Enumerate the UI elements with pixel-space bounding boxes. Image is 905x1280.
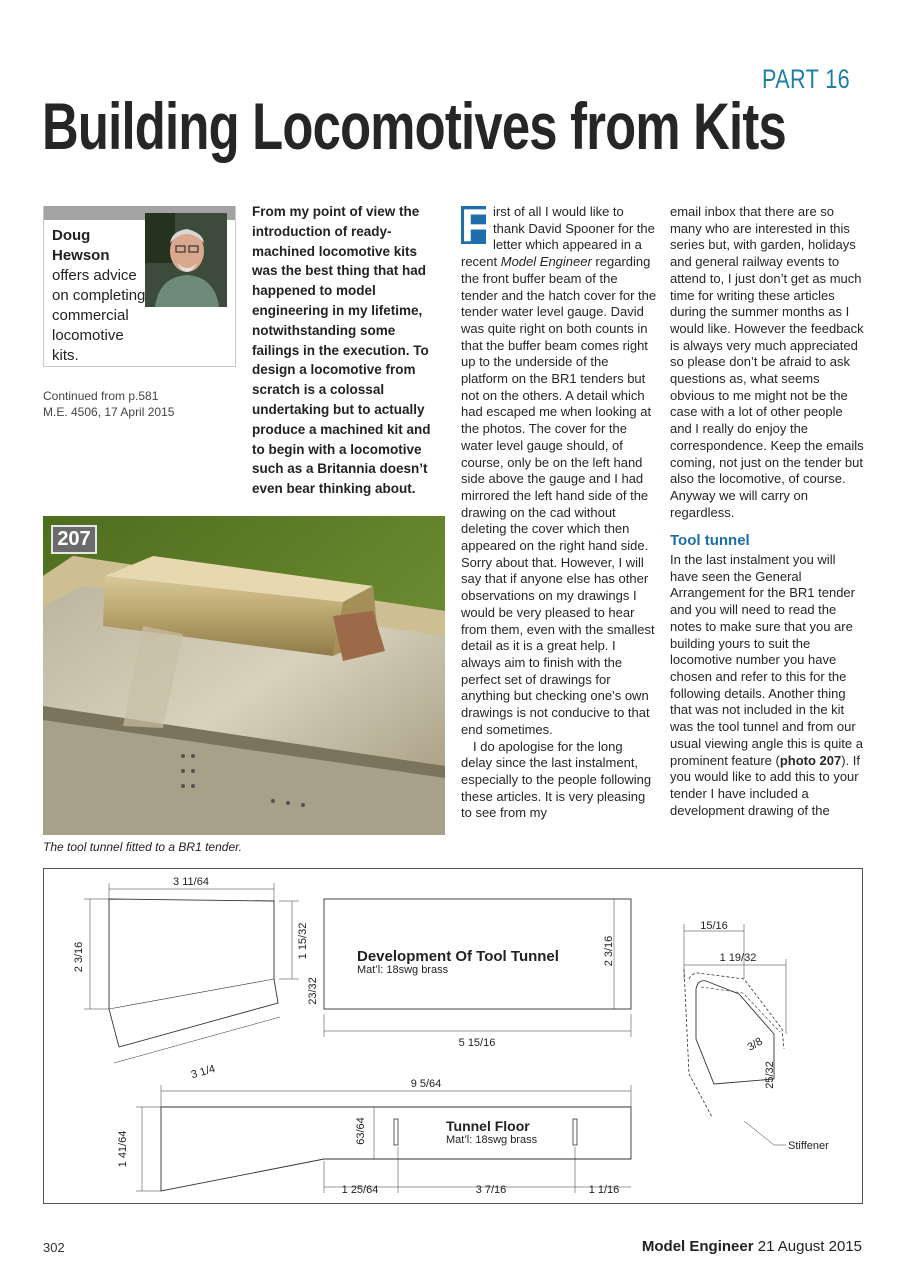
stiffener-label: Stiffener	[788, 1140, 829, 1152]
body-paragraph: I do apologise for the long delay since the last instalment, especially to the people following these articles. It is very pleasing to see from my	[461, 738, 652, 821]
magazine-name: Model Engineer	[641, 1238, 754, 1255]
part-label: PART 16	[761, 64, 850, 94]
author-last-name: Hewson	[52, 247, 110, 264]
dev-title: Development Of Tool Tunnel	[357, 948, 559, 965]
photo-number: 207	[51, 525, 97, 554]
subheading: Tool tunnel	[670, 532, 750, 550]
dim-1-25-64: 1 25/64	[341, 1184, 379, 1196]
article-title: Building Locomotives from Kits	[42, 89, 786, 163]
intro-text: From my point of view the introduction of ready-machined locomotive kits was the best thing that had happened to model engineering in my lifetime, notwithstanding some failings in the execution. To design a locomotive from scratch is a colossal undertaking but to actually produce a machined kit and to begin with a locomotive such as a Britannia doesn’t even bear thinking about.	[252, 204, 431, 497]
dim-3-1-4: 3 1/4	[189, 1062, 217, 1082]
dim-2-3-16-right: 2 3/16	[603, 935, 615, 967]
dim-2-3-16-left: 2 3/16	[73, 941, 85, 973]
issue-date: 21 August 2015	[757, 1238, 862, 1255]
page-number: 302	[43, 1240, 65, 1255]
dim-63-64: 63/64	[355, 1117, 367, 1145]
continued-note	[43, 388, 174, 420]
author-first-name: Doug	[52, 227, 91, 244]
technical-drawing	[43, 868, 863, 1204]
photo-caption: The tool tunnel fitted to a BR1 tender.	[43, 840, 243, 854]
floor-title: Tunnel Floor	[446, 1118, 530, 1134]
body-column-2	[670, 204, 865, 819]
author-credit	[52, 226, 148, 366]
floor-material: Mat’l: 18swg brass	[446, 1134, 538, 1146]
drop-cap: F	[461, 199, 490, 251]
dim-3-11-64: 3 11/64	[173, 876, 209, 888]
dim-3-8: 3/8	[745, 1035, 765, 1054]
continued-issue: M.E. 4506, 17 April 2015	[43, 405, 175, 419]
dim-1-1-16: 1 1/16	[588, 1184, 620, 1196]
tunnel-floor-panel	[161, 1107, 631, 1191]
dim-15-16: 15/16	[700, 920, 728, 932]
dim-3-7-16: 3 7/16	[475, 1184, 507, 1196]
tender-photo	[43, 516, 445, 835]
dim-9-5-64: 9 5/64	[410, 1078, 442, 1090]
dim-1-15-32: 1 15/32	[297, 922, 309, 960]
body-column-1	[461, 199, 657, 822]
body-paragraph: email inbox that there are so many who are interested in this series but, with garden, holidays and general railway events to attend to, I just don’t get as much time for writing these articles during the summer months as I would like. However the feedback is always very much appreciated so please don’t be afraid to ask questions as, what seems obvious to me might not be the case with a lot of other people and I really do enjoy the correspondence. Keep the emails coming, not just on the tender but also the locomotive, of course. Anyway we will carry on regardless.	[670, 204, 864, 520]
continued-from: Continued from p.581	[43, 389, 159, 403]
body-paragraph: In the last instalment you will have seen the General Arrangement for the BR1 tender and you will need to read the notes to make sure that you are building yours to suit the locomotive number you have chosen and refer to this for the following details. Another thing that was not included in the kit was the tool tunnel and from our usual viewing angle this is quite a prominent feature (photo 207). If you would like to add this to your tender I have included a development drawing of the	[670, 552, 863, 818]
author-photo	[145, 213, 227, 307]
dim-23-32: 23/32	[307, 977, 319, 1005]
dev-material: Mat’l: 18swg brass	[357, 964, 449, 976]
dim-5-15-16: 5 15/16	[458, 1037, 496, 1049]
dim-1-19-32: 1 19/32	[719, 952, 757, 964]
body-paragraph: F irst of all I would like to thank David Spooner for the letter which appeared in a recent Model Engineer regarding the front buffer beam of the tender and the hatch cover for the tender water level gauge. David was quite right on both counts in that the buffer beam comes right up to the underside of the platform on the BR1 tenders but not on the others. A detail which had escaped me when looking at the photos. The cover for the water level gauge should, of course, only be on the left hand side above the gauge and I had mirrored the left hand side of the drawing on the cad without deleting the cover which then appeared on the right hand side. Sorry about that. However, I will say that if anyone else has other observations on my drawings I would be very pleased to hear from them, even with the smallest detail as it is a great help. I always aim to finish with the perfect set of drawings for anything but checking one’s own drawings is not conducive to that end sometimes.	[461, 199, 657, 737]
dim-1-41-64: 1 41/64	[117, 1130, 129, 1168]
publication-line	[642, 1238, 862, 1255]
author-blurb: offers advice on completing commercial locomotive kits.	[52, 267, 146, 364]
dim-25-32: 25/32	[764, 1061, 776, 1089]
